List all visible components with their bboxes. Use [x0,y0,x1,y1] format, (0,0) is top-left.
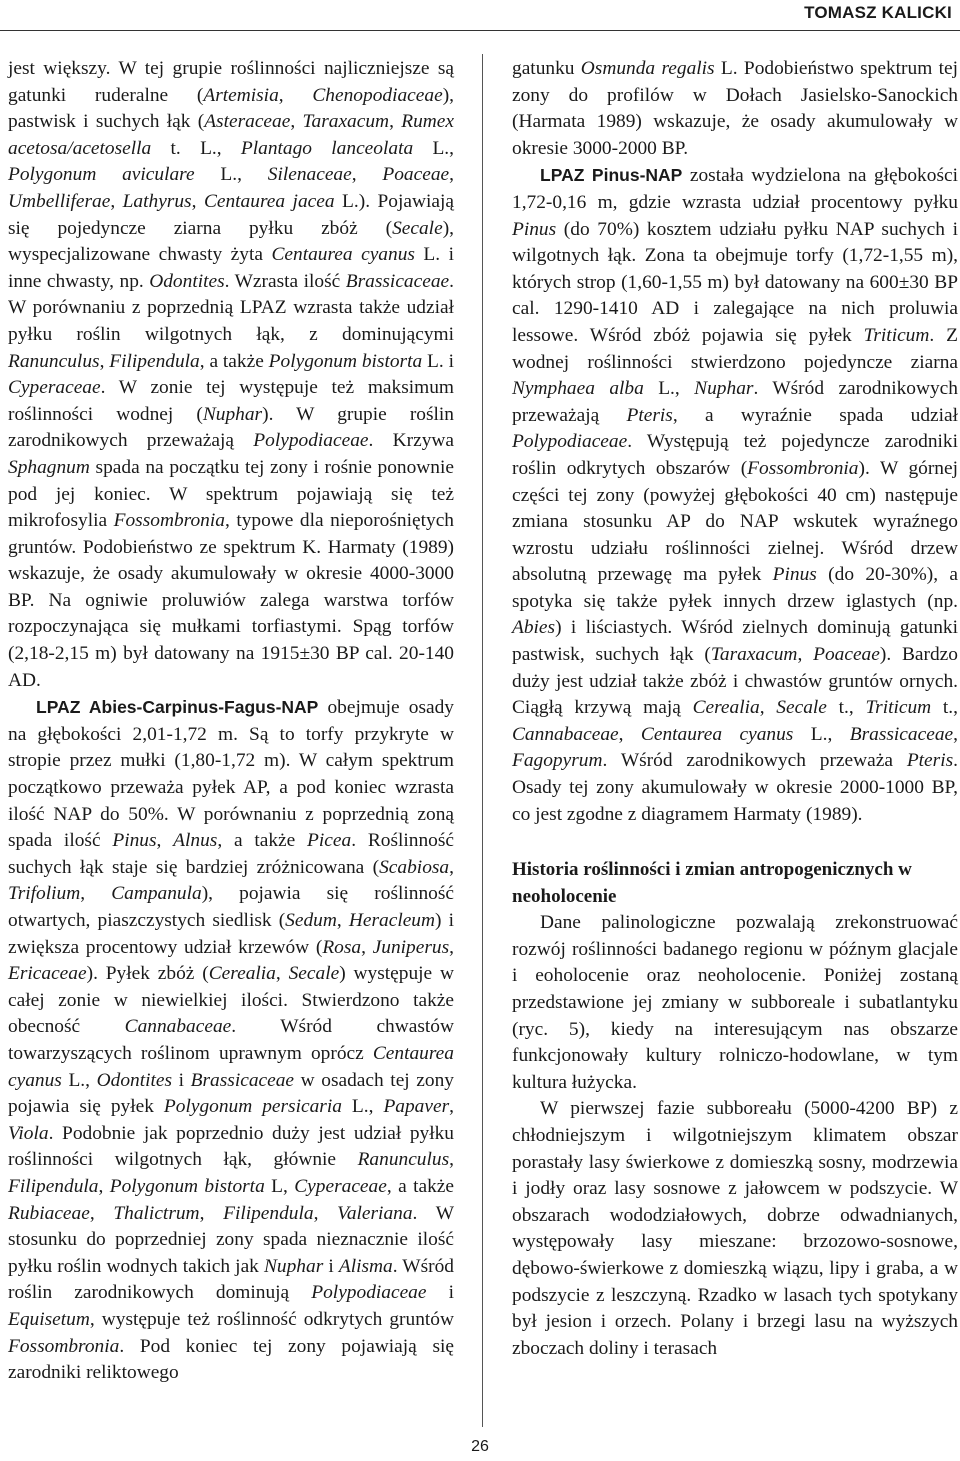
text-run: ), wyspecjalizowane chwasty żyta [8,217,454,266]
text-run: ) i liściastych. Wśród zielnych dominują gatunki pastwisk, suchych łąk ( [512,617,958,666]
italic-term: Centaurea cyanus [640,723,794,745]
text-run: ). W grupie roślin zarodnikowych przeważają [8,403,455,452]
text-run: . Wśród zarodnikowych przeważają [512,378,958,426]
text-run: , [618,723,641,745]
italic-term: Equisetum [8,1308,90,1330]
italic-term: Brassicaceae [190,1069,295,1091]
text-run: , [98,1175,110,1197]
text-run: , [275,963,289,985]
text-run: L., [61,1069,97,1091]
italic-term: Polypodiaceae [253,430,369,452]
italic-term: Fossombronia [8,1335,120,1357]
italic-term: Nuphar [202,403,263,425]
page-number: 26 [471,1438,489,1455]
italic-term: Fossombronia [747,457,859,479]
italic-term: Nuphar [694,378,754,400]
text-run: , [759,697,777,719]
italic-term: Picea [307,830,352,852]
column-divider [482,54,483,1427]
italic-term: Taraxacum [302,111,390,133]
text-run: , a także [199,350,269,372]
text-run: . Wzrasta ilość [224,270,346,292]
text-run: L.). Pojawiają się pojedyncze ziarna pyłku zbóż ( [8,190,454,239]
text-run: ). Bardzo duży jest udział także zbóż i chwastów gruntów ornych. Ciągłą krzywą mają [512,644,958,719]
italic-term: Polygonum persicaria [163,1096,342,1118]
text-run: , [80,883,112,905]
right-column [512,56,958,1362]
section-heading: Historia roślinności i zmian antropogenicznych w neoholocenie [512,859,912,908]
text-run: gatunku [512,58,581,79]
text-run: ). Pyłek zbóż ( [86,963,209,985]
italic-term: Sedum [285,910,337,931]
italic-term: Cannabaceae [512,723,619,745]
text-run: , [278,84,313,106]
text-run: , a także [386,1175,454,1197]
italic-term: Ranunculus [357,1149,450,1171]
text-run: , występuje też roślinność odkrytych gruntów [89,1308,454,1330]
text-run: , [110,190,123,212]
italic-term: Fagopyrum [512,750,603,772]
italic-term: Secale [776,697,827,719]
text-run: , a także [217,830,308,852]
text-run: , [191,190,204,212]
text-run: L., [194,164,268,186]
text-run: t. L., [151,137,241,159]
text-run: . Wśród chwastów towarzyszących roślinom uprawnym oprócz [8,1016,454,1064]
italic-term: Triticum [865,697,932,719]
italic-term: Umbelliferae [8,190,111,212]
italic-term: Poaceae [382,164,450,186]
text-run: L. i inne chwasty, np. [8,244,454,292]
text-run: . Pod koniec tej zony pojawiają się zarodniki reliktowego [8,1335,454,1384]
italic-term: Secale [288,963,340,985]
text-run: ) i zwiększa procentowy udział krzewów ( [8,910,454,958]
italic-term: Ericaceae [8,963,87,985]
text-run: , [449,1096,454,1118]
italic-term: Polypodiaceae [311,1282,427,1304]
text-run: , [449,164,454,186]
italic-term: Fossombronia [113,510,225,532]
italic-term: Odontites [149,270,225,292]
italic-term: Campanula [111,883,202,905]
italic-term: Plantago lanceolata [240,137,414,159]
text-run: , [336,910,349,931]
italic-term: Taraxacum [710,644,798,666]
text-run: , [449,1149,454,1171]
italic-term: Scabiosa [379,856,450,878]
italic-term: Pteris [906,750,954,772]
italic-term: Secale [392,217,443,239]
text-run: ), pojawia się roślinność otwartych, piaszczystych siedlisk ( [8,883,455,931]
text-run: , a wyraźnie spada udział [672,404,959,426]
text-run: . W stosunku do poprzedniej zony spada nieznacznie ilość pyłku roślin wodnych takich jak [8,1202,455,1277]
italic-term: Juniperus [372,936,450,958]
text-run: . Osady tej zony akumulowały w okresie 2000-1000 BP, co jest zgodne z diagramem Harmaty (1989). [512,750,958,825]
text-run: L., [341,1096,384,1118]
text-run: jest większy. W tej grupie roślinności najliczniejsze są gatunki ruderalne ( [8,58,454,106]
text-run: t., [931,697,958,719]
italic-term: Odontites [96,1069,173,1091]
text-run: i [426,1282,454,1304]
text-run: . Podobnie jak poprzednio duży jest udział pyłku roślinności wilgotnych łąk, głównie [8,1122,454,1171]
text-run: obejmuje osady na głębokości 2,01-1,72 m. Są to torfy przykryte w stropie przez mułki (1,80-1,72 m). W całym spektrum początkowo przeważa pyłek AP, a pod koniec wzrasta ilość NAP do 50%. W porównaniu z poprzednią zoną spada ilość [8,697,455,852]
italic-term: Rosa [322,936,362,958]
text-run: . W porównaniu z poprzednią LPAZ wzrasta także udział pyłku roślin wilgotnych łąk, z dominującymi [8,270,454,345]
italic-term: Polypodiaceae [512,431,628,453]
italic-term: Silenaceae [267,164,352,186]
italic-term: Triticum [863,324,930,346]
italic-term: Artemisia [203,84,279,106]
text-run: ). W górnej części tej zony (powyżej głębokości 40 cm) następuje zmiana stosunku AP do NAP wskutek wyraźnego wzrostu udziału roślinności zielnej. Wśród drzew absolutną przewagę ma pyłek [512,457,958,586]
italic-term: Polygonum bistorta [268,350,423,372]
italic-term: Filipendula [109,350,200,372]
paragraph-subboreal-phase [512,1096,958,1362]
text-run: L. i [422,350,454,372]
italic-term: Poaceae [813,644,880,666]
text-run: , [389,111,402,133]
text-run: . Występują też pojedyncze zarodniki roślin odkrytych obszarów ( [512,431,958,479]
italic-term: Asteraceae [204,111,291,133]
text-run: , [156,830,174,852]
paragraph-lpaz-continued [8,56,454,694]
italic-term: Chenopodiaceae [312,84,443,106]
italic-term: Rubiaceae [8,1202,90,1224]
text-run: L, [264,1175,295,1197]
italic-term: Cerealia [208,963,276,985]
italic-term: Nuphar [263,1255,324,1277]
text-run: , typowe dla nieporośniętych gruntów. Podobieństwo ze spektrum K. Harmaty (1989) wskazuje, że osady akumulowały w okresie 4000-3000 BP. Na ogniwie proluwiów zalega warstwa torfów rozpoczynająca się mułkami torfiastymi. Spąg torfów (2,18-2,15 m) był datowany na 1915±30 BP cal. 20-140 AD. [8,510,454,691]
italic-term: Ranunculus [8,350,100,372]
text-run: w osadach tej zony pojawia się pyłek [8,1069,454,1118]
text-run: i [323,1255,339,1277]
text-run: ), pastwisk i suchych łąk ( [8,84,454,133]
italic-term: Alisma [338,1255,393,1277]
italic-term: Thalictrum [113,1202,200,1224]
text-run: L., [793,723,850,745]
header-author: TOMASZ KALICKI [804,3,952,22]
text-run: (do 70%) kosztem udziału pyłku NAP suchych i wilgotnych łąk. Zona ta obejmuje torfy (1,72-1,55 m), których strop (1,60-1,55 m) był datowany na 600±30 BP cal. 1290-1410 AD i zalegające na nich proluwia lessowe. Wśród zbóż pojawia się pyłek [512,218,958,346]
text-run: spada na początku tej zony i rośnie ponownie pod jej koniec. W spektrum pojawiają się też mikrofosylia [8,456,454,532]
italic-term: Cyperaceae [294,1175,387,1197]
text-run: , [290,111,303,133]
paragraph-lpaz-pinus-nap [512,162,958,828]
text-run: Dane palinologiczne pozwalają zrekonstruować rozwój roślinności badanego regionu w późnym glacjale i eoholocenie oraz neoholocenie. Poniżej zostaną przedstawione jej zmiany w subboreale i subatlantyku (ryc. 5), kiedy na interesującym nas obszarze funkcjonowały kultury rolniczo-hodowlane, w tym kultura łużycka. [512,912,958,1093]
lpaz-label: LPAZ Pinus-NAP [540,165,683,186]
italic-term: Trifolium [8,883,81,905]
left-column [8,56,454,1387]
italic-term: Polygonum aviculare [8,164,195,186]
italic-term: Pinus [772,564,817,586]
italic-term: Pteris [626,404,673,426]
paragraph-palynology-intro [512,910,958,1096]
text-run: . Roślinność suchych łąk staje się bardziej zróżnicowana ( [8,830,455,878]
text-run: (do 20-30%), a spotyka się także pyłek innych drzew iglastych (np. [512,564,958,612]
text-run: . Wśród roślin zarodnikowych dominują [8,1255,455,1304]
running-header [0,0,960,32]
italic-term: Heracleum [348,910,436,931]
text-run: została wydzielona na głębokości 1,72-0,16 m, gdzie wzrasta udział procentowy pyłku [512,165,958,213]
italic-term: Pinus [112,830,157,852]
italic-term: Cyperaceae [8,377,101,399]
text-run: , [953,723,958,745]
italic-term: Rumex acetosa/acetosella [8,111,454,159]
text-run: L., [643,378,695,400]
text-run: , [449,856,454,878]
italic-term: Brassicaceae [345,270,450,292]
text-run: W pierwszej fazie subboreału (5000-4200 BP) z chłodniejszym i wilgotniejszym klimatem obszar porastały lasy świerkowe z domieszką sosny, modrzewia i jodły oraz lasy sosnowe z jałowcem w podszycie. W obszarach wododziałowych, dobrze odwadnianych, występowały lasy mieszane: brzozowo-sosnowe, dębowo-świerkowe z domieszką wiązu, lipy i graba, a w podszycie z leszczyną. Rzadko w lasach tych spotykany był jesion i orzech. Polany i brzegi lasu na wyższych zboczach doliny i terasach [512,1098,958,1359]
text-run: ) występuje w całej zonie w niewielkiej ilości. Stwierdzono także obecność [8,963,455,1038]
italic-term: Cerealia [692,697,760,719]
text-run: i [172,1069,191,1091]
italic-term: Valeriana [337,1202,413,1224]
italic-term: Filipendula [223,1202,314,1224]
text-run: , [797,644,814,666]
paragraph-lpaz-abies-carpinus-fagus [8,694,454,1386]
italic-term: Papaver [383,1096,450,1118]
italic-term: Osmunda regalis [580,58,715,79]
text-run: . Krzywa [368,430,454,452]
italic-term: Sphagnum [8,456,90,478]
text-run: , [449,936,455,958]
italic-term: Brassicaceae [849,723,954,745]
italic-term: Centaurea cyanus [8,1042,454,1091]
text-run: , [199,1202,224,1224]
italic-term: Polygonum bistorta [109,1175,265,1197]
text-run: . W zonie tej występuje też maksimum roślinności wodnej ( [8,377,454,425]
text-run: , [99,350,110,372]
italic-term: Abies [512,617,556,639]
italic-term: Alnus [173,830,218,852]
italic-term: Filipendula [8,1175,99,1197]
text-run: t., [826,697,866,719]
text-run: , [361,936,373,958]
text-run: , [351,164,383,186]
text-run: . Wśród zarodnikowych przeważa [602,750,907,772]
text-run: L. Podobieństwo spektrum tej zony do profilów w Dołach Jasielsko-Sanockich (Harmata 1989) wskazuje, że osady akumulowały w okresie 3000-2000 BP. [512,58,958,159]
italic-term: Lathyrus [122,190,192,212]
text-run: , [313,1202,338,1224]
italic-term: Viola [8,1122,49,1144]
text-run: , [89,1202,114,1224]
header-rule [0,30,960,31]
italic-term: Cannabaceae [124,1016,232,1038]
text-run: L., [413,137,454,159]
italic-term: Nymphaea alba [512,378,644,400]
text-run: . Z wodnej roślinności stwierdzono pojedyncze ziarna [512,324,958,373]
lpaz-label: LPAZ Abies-Carpinus-Fagus-NAP [36,697,319,718]
italic-term: Centaurea cyanus [271,244,415,266]
italic-term: Centaurea jacea [203,190,335,212]
italic-term: Pinus [512,218,557,240]
paragraph-lpaz-continued-right [512,56,958,162]
